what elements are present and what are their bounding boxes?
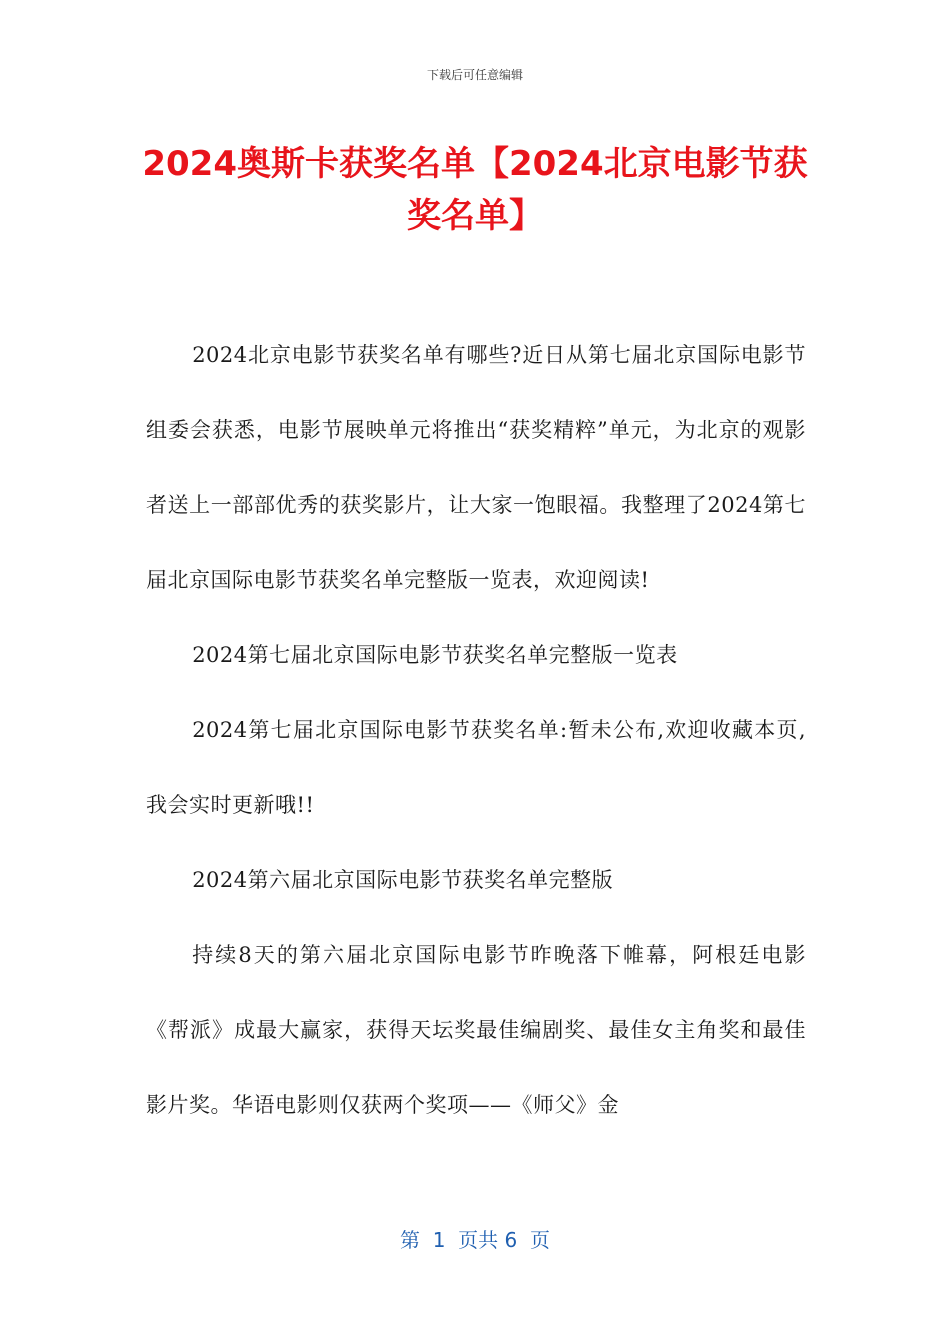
paragraph-7th-heading: 2024第七届北京国际电影节获奖名单完整版一览表 (192, 643, 678, 667)
paragraph-intro: 2024北京电影节获奖名单有哪些?近日从第七届北京国际电影节组委会获悉，电影节展映单元将推出“获奖精粹”单元，为北京的观影者送上一部部优秀的获奖影片，让大家一饱眼福。我整理了2024第七届北京国际电影节获奖名单完整版一览表，欢迎阅读! (146, 343, 806, 592)
document-body (146, 318, 806, 1143)
paragraph-6th-heading: 2024第六届北京国际电影节获奖名单完整版 (192, 868, 614, 892)
header-note: 下载后可任意编辑 (426, 68, 523, 82)
document-title: 2024奥斯卡获奖名单【2024北京电影节获奖名单】 (142, 144, 808, 236)
paragraph-6th-summary: 持续8天的第六届北京国际电影节昨晚落下帷幕，阿根廷电影《帮派》成最大赢家，获得天坛奖最佳编剧奖、最佳女主角奖和最佳影片奖。华语电影则仅获两个奖项——《师父》金 (146, 943, 806, 1117)
page-footer: 第 1 页共 6 页 (400, 1228, 550, 1252)
paragraph-7th-status: 2024第七届北京国际电影节获奖名单:暂未公布,欢迎收藏本页,我会实时更新哦!! (146, 718, 806, 817)
